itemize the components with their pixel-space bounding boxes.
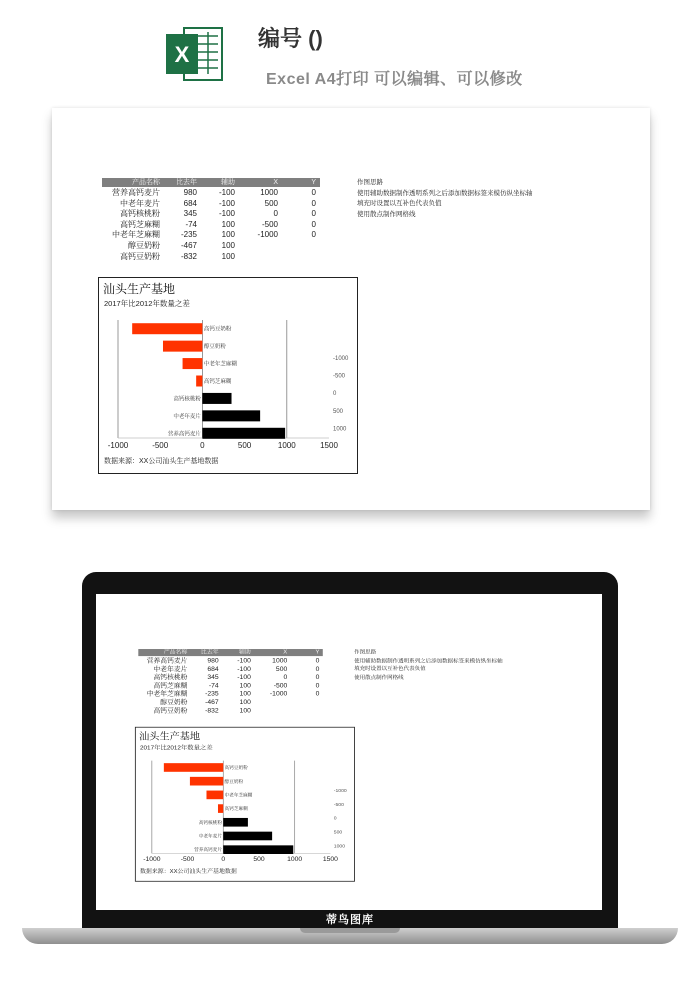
- chart-bar: [196, 376, 202, 387]
- table-cell: 中老年芝麻糊: [146, 690, 188, 698]
- table-cell: -74: [208, 681, 219, 689]
- x-tick-label: 1000: [277, 441, 296, 450]
- x-tick-label: 1000: [287, 856, 303, 864]
- table-cell: 100: [221, 230, 235, 240]
- chart-bar: [223, 845, 293, 854]
- table-cell: 0: [311, 209, 316, 219]
- table-cell: 0: [311, 188, 316, 197]
- right-axis-label: 1000: [333, 426, 347, 433]
- table-cell: -100: [237, 673, 251, 681]
- page-title: 编号 (): [258, 26, 323, 51]
- table-cell: 100: [239, 706, 251, 714]
- table-cell: 0: [315, 673, 320, 681]
- table-cell: 高钙豆奶粉: [120, 251, 160, 261]
- chart-bar: [190, 777, 223, 786]
- table-header-cell: X: [283, 649, 288, 656]
- table-cell: 醇豆奶粉: [128, 241, 160, 250]
- chart-bar: [164, 763, 223, 772]
- table-cell: 500: [264, 198, 278, 208]
- table-cell: 中老年麦片: [153, 665, 188, 673]
- table-cell: 0: [315, 690, 320, 698]
- table-cell: 500: [275, 665, 288, 673]
- table-cell: 中老年芝麻糊: [112, 230, 160, 240]
- table-cell: 100: [221, 241, 235, 250]
- table-cell: -100: [218, 188, 235, 197]
- table-header-cell: Y: [315, 649, 320, 656]
- laptop-screen: [96, 594, 602, 910]
- x-tick-label: -500: [152, 441, 169, 450]
- table-header-cell: Y: [311, 179, 316, 186]
- table-cell: [253, 707, 287, 715]
- table-cell: -235: [180, 230, 197, 240]
- chart-title: 汕头生产基地: [103, 282, 176, 296]
- table-cell: 0: [315, 665, 320, 673]
- x-tick-label: -1000: [143, 856, 161, 864]
- x-tick-label: 0: [200, 441, 205, 450]
- note-line: 填充时设置以互补色代表负值: [357, 200, 442, 207]
- table-cell: [238, 241, 278, 252]
- table-cell: [291, 707, 320, 715]
- table-cell: 0: [315, 656, 320, 664]
- right-axis-label: -500: [333, 803, 344, 808]
- logo-letter: X: [174, 42, 190, 67]
- right-axis-label: 500: [333, 408, 344, 415]
- table-cell: 中老年麦片: [120, 198, 160, 208]
- table-cell: 0: [311, 219, 316, 229]
- design-notes: [357, 178, 533, 220]
- x-tick-label: 0: [221, 856, 226, 864]
- table-cell: [282, 241, 316, 252]
- chart-bar: [202, 428, 285, 439]
- table-cell: [238, 252, 278, 263]
- sheet-preview: [52, 108, 650, 510]
- table-cell: 0: [283, 673, 288, 681]
- category-label: 中老年麦片: [198, 833, 222, 839]
- right-axis-label: 0: [333, 391, 337, 398]
- table-cell: -1000: [269, 690, 288, 698]
- table-header-cell: 比去年: [200, 649, 219, 656]
- category-label: 营养高钙麦片: [194, 847, 222, 853]
- x-tick-label: 1500: [320, 441, 338, 450]
- table-header-cell: 产品名称: [163, 649, 188, 656]
- table-cell: 0: [311, 230, 316, 240]
- table-cell: -235: [205, 690, 219, 698]
- chart-source: 数据来源：XX公司汕头生产基地数据: [104, 458, 219, 465]
- table-cell: 0: [273, 209, 278, 219]
- table-cell: 100: [221, 219, 235, 229]
- table-cell: 高钙豆奶粉: [153, 706, 188, 714]
- design-notes: [354, 649, 503, 682]
- table-cell: 345: [183, 209, 197, 219]
- category-label: 营养高钙麦片: [167, 431, 201, 438]
- table-cell: -832: [180, 251, 197, 261]
- chart-bar: [223, 832, 272, 841]
- sheet-content: [52, 108, 650, 510]
- page-subtitle: Excel A4打印 可以编辑、可以修改: [266, 71, 523, 88]
- chart-box: [135, 727, 355, 882]
- note-line: 使用散点制作网格线: [357, 210, 416, 218]
- table-cell: -100: [218, 209, 235, 219]
- table-cell: -832: [205, 706, 219, 714]
- table-cell: 684: [183, 198, 197, 208]
- right-axis-label: 500: [333, 830, 343, 836]
- bar-chart: [136, 728, 354, 881]
- table-cell: 100: [239, 690, 251, 698]
- table-cell: 营养高钙麦片: [146, 656, 188, 664]
- table-cell: -1000: [257, 230, 278, 240]
- table-cell: 980: [207, 656, 219, 664]
- table-header-cell: X: [273, 179, 278, 186]
- table-cell: -100: [237, 665, 251, 673]
- category-label: 高钙豆奶粉: [224, 765, 248, 771]
- table-header-cell: 比去年: [176, 179, 197, 186]
- chart-bar: [218, 804, 223, 813]
- table-cell: 980: [183, 188, 197, 197]
- category-label: 醇豆奶粉: [224, 778, 244, 784]
- category-label: 高钙核桃粉: [198, 819, 222, 825]
- table-cell: -467: [205, 698, 219, 706]
- note-line: 使用辅助数据制作透明系列之后添加数据标签来模仿纵坐标轴: [354, 658, 503, 664]
- table-cell: 100: [239, 698, 251, 706]
- screen-sheet-content: [96, 594, 602, 910]
- laptop-brand: 蒂鸟图库: [82, 910, 618, 930]
- chart-bar: [202, 410, 260, 421]
- table-cell: -500: [261, 219, 278, 229]
- chart-subtitle: 2017年比2012年数量之差: [104, 299, 190, 308]
- table-cell: [291, 699, 320, 707]
- table-cell: [282, 252, 316, 263]
- x-tick-label: -500: [180, 856, 195, 864]
- chart-bar: [223, 818, 248, 827]
- table-cell: -467: [180, 241, 197, 250]
- table-cell: 684: [207, 665, 219, 673]
- chart-title: 汕头生产基地: [139, 730, 201, 742]
- table-cell: 0: [315, 681, 320, 689]
- chart-bar: [132, 323, 202, 334]
- table-header-cell: 辅助: [239, 649, 251, 656]
- laptop-notch: [300, 928, 400, 933]
- table-cell: 100: [221, 251, 235, 261]
- category-label: 高钙豆奶粉: [203, 326, 232, 333]
- table-cell: 营养高钙麦片: [112, 188, 160, 197]
- x-tick-label: 500: [237, 441, 252, 450]
- category-label: 高钙芝麻糊: [224, 806, 248, 812]
- table-cell: [253, 699, 287, 707]
- chart-box: [98, 277, 358, 474]
- note-line: 使用散点制作网格线: [354, 674, 404, 681]
- category-label: 高钙核桃粉: [173, 396, 201, 403]
- bar-chart: [99, 278, 357, 473]
- chart-bar: [163, 341, 202, 352]
- table-cell: 0: [311, 198, 316, 208]
- category-label: 高钙芝麻糊: [203, 379, 232, 385]
- table-cell: 高钙芝麻糊: [153, 681, 188, 689]
- chart-subtitle: 2017年比2012年数量之差: [140, 744, 213, 752]
- right-axis-label: 1000: [333, 844, 346, 850]
- right-axis-label: -500: [333, 373, 346, 380]
- x-tick-label: 500: [253, 856, 265, 864]
- table-header-cell: 辅助: [221, 179, 235, 186]
- x-tick-label: -1000: [107, 441, 129, 450]
- table-cell: 醇豆奶粉: [160, 698, 188, 706]
- table-cell: 100: [239, 681, 251, 689]
- chart-bar: [206, 791, 223, 800]
- table-cell: 1000: [260, 188, 278, 197]
- excel-icon: [162, 22, 226, 86]
- table-cell: 高钙核桃粉: [120, 209, 160, 219]
- category-label: 中老年芝麻糊: [203, 361, 237, 368]
- table-cell: -100: [237, 656, 251, 664]
- chart-source: 数据来源：XX公司汕头生产基地数据: [140, 869, 237, 875]
- category-label: 中老年麦片: [173, 413, 201, 420]
- table-cell: 345: [207, 673, 219, 681]
- table-cell: -74: [185, 219, 197, 229]
- table-cell: -100: [218, 198, 235, 208]
- table-header-cell: 产品名称: [132, 179, 160, 186]
- table-cell: 高钙核桃粉: [153, 673, 188, 681]
- right-axis-label: 0: [333, 816, 337, 822]
- category-label: 醇豆奶粉: [203, 344, 226, 351]
- chart-bar: [202, 393, 231, 404]
- right-axis-label: -1000: [333, 789, 347, 794]
- category-label: 中老年芝麻糊: [224, 792, 253, 798]
- table-cell: -500: [273, 681, 288, 689]
- x-tick-label: 1500: [322, 856, 338, 864]
- note-line: 作图思路: [357, 179, 383, 186]
- note-line: 作图思路: [354, 649, 377, 656]
- right-axis-label: -1000: [333, 356, 349, 362]
- table-cell: 1000: [272, 656, 288, 664]
- chart-bar: [183, 358, 203, 369]
- note-line: 使用辅助数据制作透明系列之后添加数据标签来模仿纵坐标轴: [357, 189, 533, 197]
- note-line: 填充时设置以互补色代表负值: [354, 666, 426, 672]
- table-cell: 高钙芝麻糊: [120, 219, 160, 229]
